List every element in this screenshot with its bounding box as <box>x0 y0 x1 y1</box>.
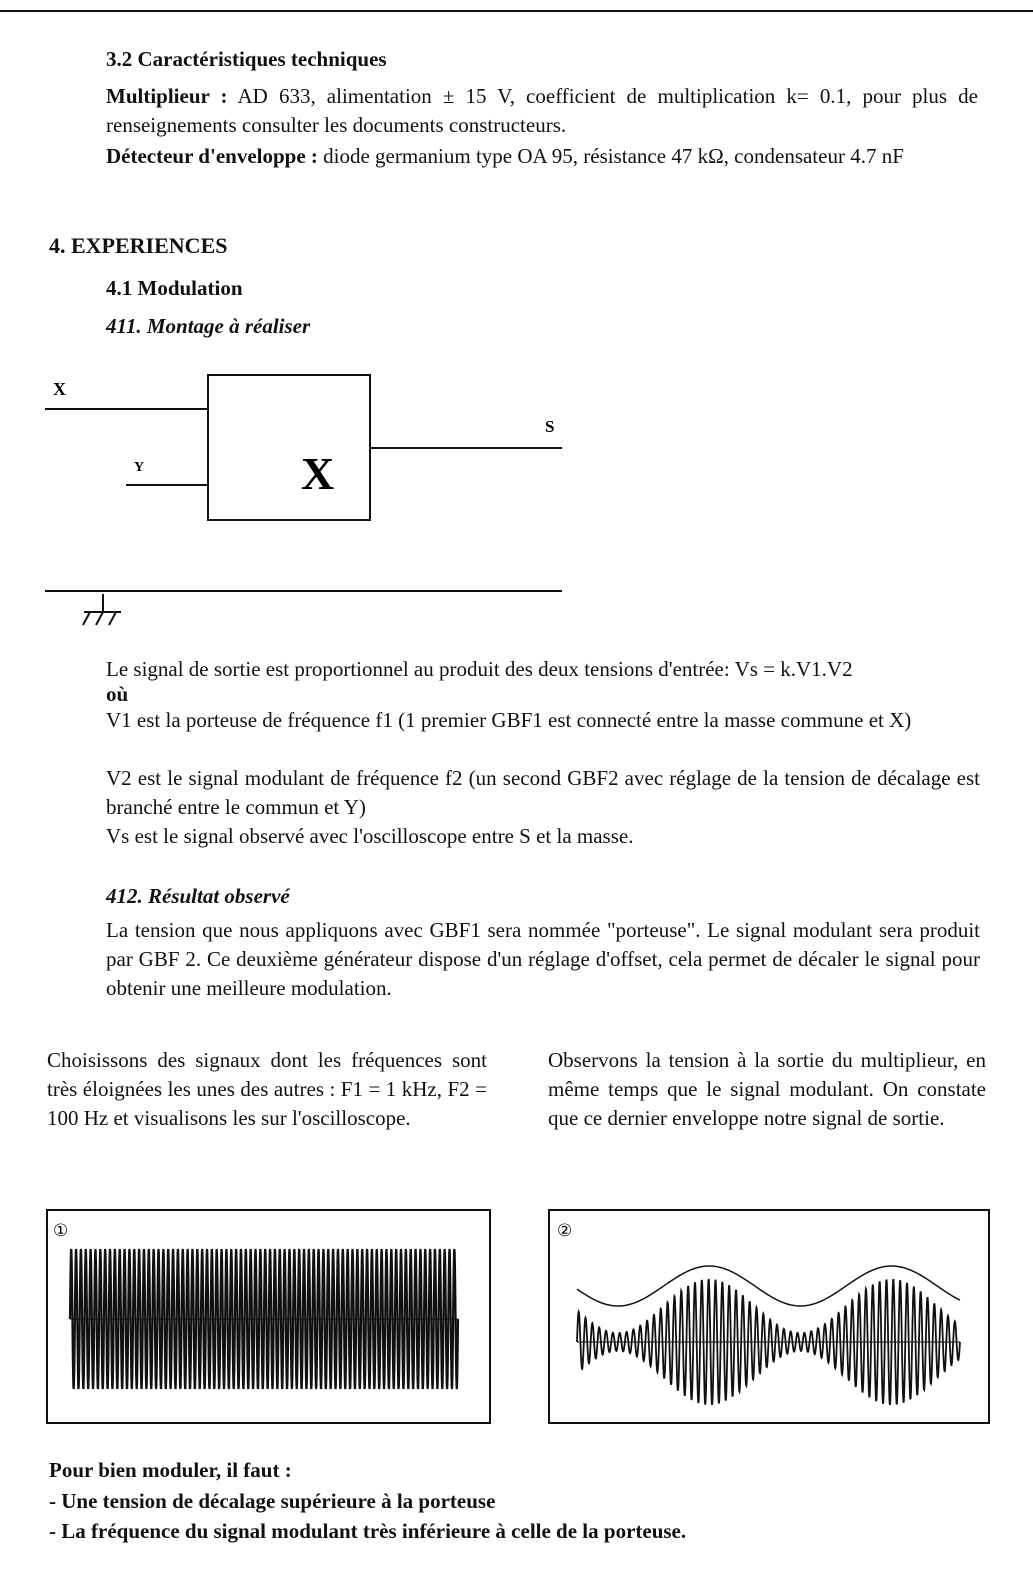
v1-definition: V1 est la porteuse de fréquence f1 (1 premier GBF1 est connecté entre la masse commune et X) <box>106 708 912 732</box>
multiplier-circuit-diagram <box>0 360 620 640</box>
conclusion-item-2: - La fréquence du signal modulant très inférieure à celle de la porteuse. <box>49 1519 687 1543</box>
v2-definition: V2 est le signal modulant de fréquence f2 (un second GBF2 avec réglage de la tension de décalage est branché entre le commun et Y) <box>106 766 980 819</box>
section-411-title: 411. Montage à réaliser <box>106 314 311 338</box>
multiplier-block <box>208 375 370 520</box>
multiplier-symbol: X <box>301 448 335 499</box>
right-column-text: Observons la tension à la sortie du multiplieur, en même temps que le signal modulant. On constate que ce dernier enveloppe notre signal de sortie. <box>548 1048 986 1130</box>
section-4-1-title: 4.1 Modulation <box>106 276 243 300</box>
label-x: X <box>53 379 66 399</box>
ou-word: où <box>106 682 129 706</box>
section-4-title: 4. EXPERIENCES <box>49 233 228 258</box>
detector-paragraph <box>106 142 978 171</box>
section-412-text: La tension que nous appliquons avec GBF1 sera nommée "porteuse". Le signal modulant sera produit par GBF 2. Ce deuxième générateur dispose d'un réglage d'offset, cela permet de décaler le signal pour obtenir une meilleure modulation. <box>106 918 980 1000</box>
conclusion-title: Pour bien moduler, il faut : <box>49 1458 292 1482</box>
section-412-title: 412. Résultat observé <box>106 884 290 908</box>
label-s: S <box>545 417 555 436</box>
label-y: Y <box>134 460 145 475</box>
oscillogram-2 <box>548 1209 990 1424</box>
detector-label: Détecteur d'enveloppe : <box>106 144 318 168</box>
output-signal-text: Le signal de sortie est proportionnel au produit des deux tensions d'entrée: Vs = k.V1.V2 <box>106 657 853 681</box>
conclusion-item-1: - Une tension de décalage supérieure à la porteuse <box>49 1489 496 1513</box>
ground-icon <box>83 594 121 625</box>
section-3-2-title: 3.2 Caractéristiques techniques <box>106 47 387 71</box>
oscillogram-2-label: ② <box>557 1221 573 1240</box>
oscillogram-1-label: ① <box>53 1221 69 1240</box>
oscillogram-1-plot <box>48 1211 489 1422</box>
oscillogram-2-plot <box>550 1211 988 1422</box>
detector-text: diode germanium type OA 95, résistance 47 kΩ, condensateur 4.7 nF <box>317 144 904 168</box>
vs-definition: Vs est le signal observé avec l'oscilloscope entre S et la masse. <box>106 824 634 848</box>
multiplier-paragraph <box>106 82 978 140</box>
multiplier-label: Multiplieur : <box>106 84 228 108</box>
oscillogram-1 <box>46 1209 491 1424</box>
top-rule <box>0 10 1033 12</box>
multiplier-text: AD 633, alimentation ± 15 V, coefficient de multiplication k= 0.1, pour plus de renseignements consulter les documents constructeurs. <box>106 84 978 137</box>
modulating-envelope <box>577 1266 960 1306</box>
left-column-text: Choisissons des signaux dont les fréquences sont très éloignées les unes des autres : F1 = 1 kHz, F2 = 100 Hz et visualisons les sur l'oscilloscope. <box>47 1048 487 1130</box>
